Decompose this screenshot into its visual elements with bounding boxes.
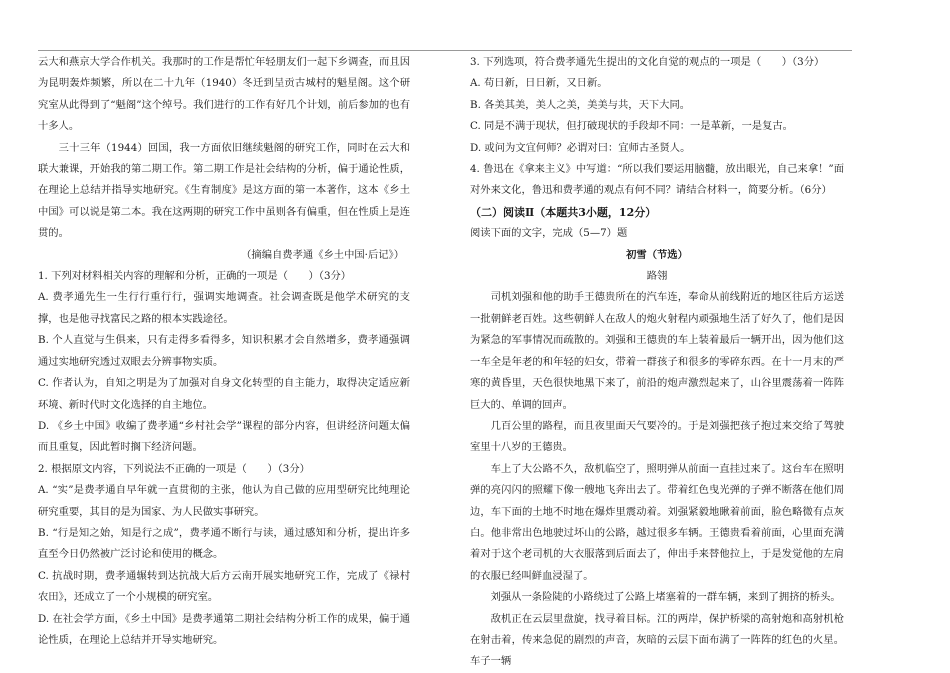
question-2-option-d: D. 在社会学方面，《乡土中国》是费孝通第二期社会结构分析工作的成果，偏于通论性质，在理论上总结并开导实地研究。	[38, 612, 410, 646]
left-column	[38, 52, 410, 651]
question-3-option-b: B. 各美其美，美人之美，美美与共，天下大同。	[470, 98, 691, 111]
story-title: 初雪（节选）	[626, 248, 688, 261]
question-2-option-c: C. 抗战时期，费孝通辗转到达抗战大后方云南开展实地研究工作，完成了《禄村农田》，还成立了一个小规模的研究室。	[38, 569, 410, 604]
question-1-stem: 1. 下列对材料相关内容的理解和分析，正确的一项是（ ）（3分）	[38, 270, 352, 283]
question-2-stem: 2. 根据原文内容，下列说法不正确的一项是（ ）（3分）	[38, 462, 310, 475]
question-1-option-c: C. 作者认为，自知之明是为了加强对自身文化转型的自主能力，取得决定适应新环境、新时代时文化选择的自主地位。	[38, 377, 410, 411]
section-heading: （二）阅读Ⅱ（本题共3小题，12分）	[470, 205, 657, 219]
question-1-option-a: A. 费孝通先生一生行行重行行，强调实地调查。社会调查既是他学术研究的支撑，也是他寻找富民之路的根本实践途径。	[38, 291, 410, 325]
story-author: 路翎	[646, 270, 668, 283]
right-column	[470, 52, 844, 673]
essay-paragraph-1: 云大和燕京大学合作机关。我那时的工作是帮忙年轻朋友们一起下乡调查，而且因为昆明轰炸频繁，所以在二十九年（1940）冬迁到呈贡古城村的魁星阁。这个研究室从此得到了“魁阁”这个绰号。我们进行的工作有好几个计划，前后参加的也有十多人。	[38, 56, 410, 133]
story-paragraph-5: 敌机正在云层里盘旋，找寻着目标。江的两岸，保护桥梁的高射炮和高射机枪在射击着，传来急促的剧烈的声音，灰暗的云层下面布满了一阵阵的红色的火星。车子一辆	[470, 612, 844, 668]
story-paragraph-1: 司机刘强和他的助手王德贵所在的汽车连，奉命从前线附近的地区往后方运送一批朝鲜老百姓。这些朝鲜人在敌人的炮火射程内顽强地生活了好久了，他们是因为紧急的军事情况而疏散的。刘强和王德贵的车上装着最后一辆开出，因为他们这一车全是年老的和年轻的妇女，带着一群孩子和很多的零碎东西。在十一月末的严寒的黄昏里，天色很快地黑下来了，前沿的炮声激烈起来了，山谷里震荡着一阵阵巨大的、单调的回声。	[470, 291, 844, 411]
story-paragraph-2: 几百公里的路程，而且夜里面天气要冷的。于是刘强把孩子抱过来交给了驾驶室里十八岁的王德贵。	[470, 419, 844, 454]
reading-instruction: 阅读下面的文字，完成（5—7）题	[470, 227, 628, 240]
question-3-option-a: A. 苟日新，日日新，又日新。	[470, 77, 608, 90]
question-2-option-b: B. “行是知之始，知是行之成”，费孝通不断行与读，通过感知和分析，提出许多直至今日仍然被广泛讨论和使用的概念。	[38, 526, 410, 561]
story-paragraph-3: 车上了大公路不久，敌机临空了，照明弹从前面一直挂过来了。这台车在照明弹的亮闪闪的照耀下像一艘地飞奔出去了。带着红色曳光弹的子弹不断落在他们周边，车下面的土地不时地在爆炸里震动着。刘强紧毅地瞅着前面，脸色略微有点灰白。他非常出色地驶过坏山的公路，越过很多车辆。王德贵看着前面，心里面充满着对于这个老司机的大衣服落到后面去了，伸出手来替他拉上，于是发觉他的左肩的衣服已经叫鲜血浸湿了。	[470, 462, 844, 582]
question-2-option-a: A. “实”是费孝通自早年就一直贯彻的主张，他认为自己做的应用型研究比纯理论研究重要，其目的是为国家、为人民做实事研究。	[38, 484, 410, 518]
question-3-stem: 3. 下列选项，符合费孝通先生提出的文化自觉的观点的一项是（ ）（3分）	[470, 56, 825, 68]
question-3-option-d: D. 或问为文宜何师？必谓对曰：宜师古圣贤人。	[470, 141, 691, 154]
question-4: 4. 鲁迅在《拿来主义》中写道：“所以我们要运用脑髓，放出眼光，自己来拿！”面对外来文化，鲁迅和费孝通的观点有何不同？请结合材料一，简要分析。（6分）	[470, 163, 844, 197]
story-paragraph-4: 刘强从一条险陡的小路绕过了公路上堵塞着的一群车辆，来到了拥挤的桥头。	[490, 591, 841, 604]
essay-paragraph-2: 三十三年（1944）回国，我一方面依旧继续魁阁的研究工作，同时在云大和联大兼课，开始我的第二期工作。第二期工作是社会结构的分析，偏于通论性质，在理论上总结并指导实地研究。《生育制度》是这方面的第一本著作，这本《乡土中国》可以说是第二本。我在这两期的研究工作中虽则各有偏重，但在性质上是连贯的。	[38, 141, 410, 240]
question-1-option-b: B. 个人直觉与生俱来，只有走得多看得多，知识积累才会自然增多，费孝通强调通过实地研究透过双眼去分辨事物实质。	[38, 334, 410, 368]
page-top-rule	[38, 50, 852, 51]
question-3-option-c: C. 同是不满于现状，但打破现状的手段却不同：一是革新，一是复古。	[470, 120, 793, 133]
essay-source: （摘编自费孝通《乡土中国·后记》）	[241, 248, 404, 261]
question-1-option-d: D. 《乡土中国》收编了费孝通“乡村社会学”课程的部分内容，但讲经济问题太偏而且重复，因此暂时搁下经济问题。	[38, 419, 410, 454]
